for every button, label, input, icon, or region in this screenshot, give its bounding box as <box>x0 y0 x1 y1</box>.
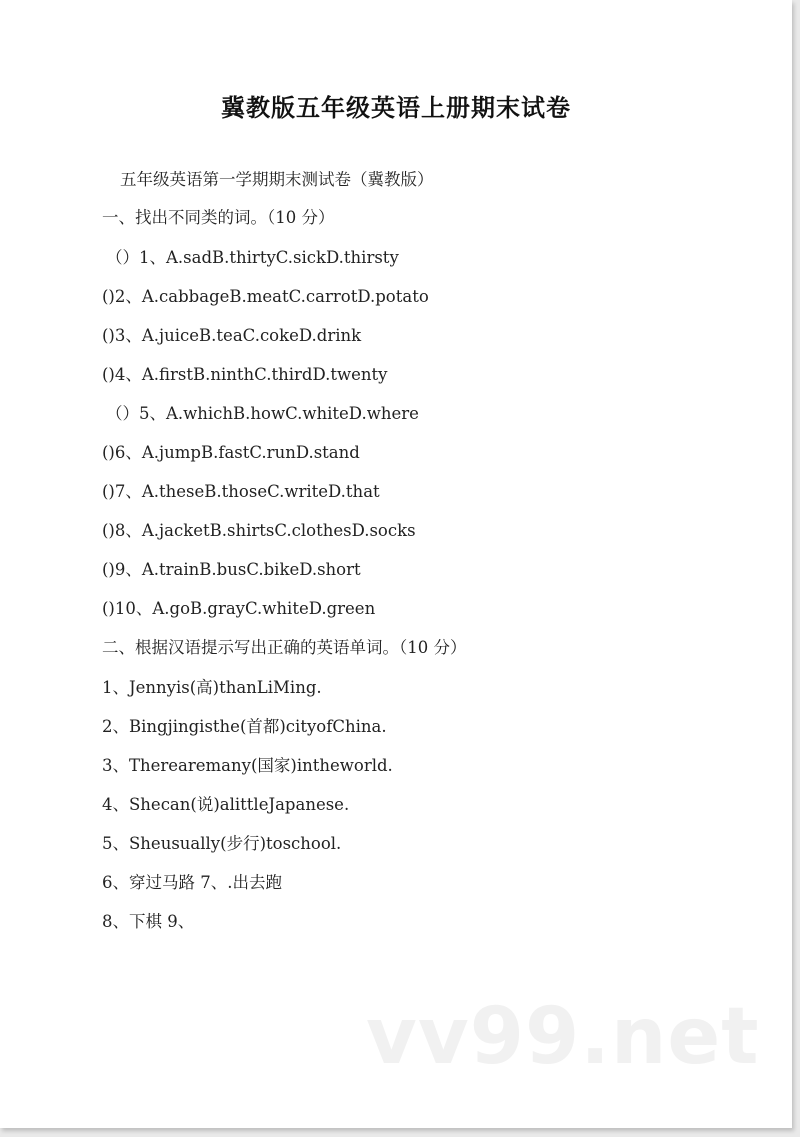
section2-heading: 二、根据汉语提示写出正确的英语单词。（10 分） <box>102 638 467 657</box>
question-item: 6、穿过马路 7、.出去跑 <box>102 873 282 892</box>
question-item: 5、Sheusually(步行)toschool. <box>102 834 342 853</box>
question-item: ()10、A.goB.grayC.whiteD.green <box>102 599 376 618</box>
question-item: 3、Therearemany(国家)intheworld. <box>102 756 393 775</box>
question-item: ()9、A.trainB.busC.bikeD.short <box>102 560 361 579</box>
section1-heading: 一、找出不同类的词。（10 分） <box>102 208 335 227</box>
question-item: ()6、A.jumpB.fastC.runD.stand <box>102 443 360 462</box>
question-item: ()4、A.firstB.ninthC.thirdD.twenty <box>102 365 388 384</box>
question-item: ()2、A.cabbageB.meatC.carrotD.potato <box>102 287 429 306</box>
question-item: ()8、A.jacketB.shirtsC.clothesD.socks <box>102 521 416 540</box>
question-item: （）5、A.whichB.howC.whiteD.where <box>106 404 419 423</box>
watermark-text: vv99.net <box>366 992 760 1082</box>
document-subtitle: 五年级英语第一学期期末测试卷（冀教版） <box>120 170 434 189</box>
question-item: 8、下棋 9、 <box>102 912 195 931</box>
question-item: 1、Jennyis(高)thanLiMing. <box>102 678 322 697</box>
document-title: 冀教版五年级英语上册期末试卷 <box>221 94 571 122</box>
question-item: （）1、A.sadB.thirtyC.sickD.thirsty <box>106 248 399 267</box>
question-item: 4、Shecan(说)alittleJapanese. <box>102 795 350 814</box>
question-item: ()7、A.theseB.thoseC.writeD.that <box>102 482 380 501</box>
question-item: 2、Bingjingisthe(首都)cityofChina. <box>102 717 387 736</box>
question-item: ()3、A.juiceB.teaC.cokeD.drink <box>102 326 362 345</box>
